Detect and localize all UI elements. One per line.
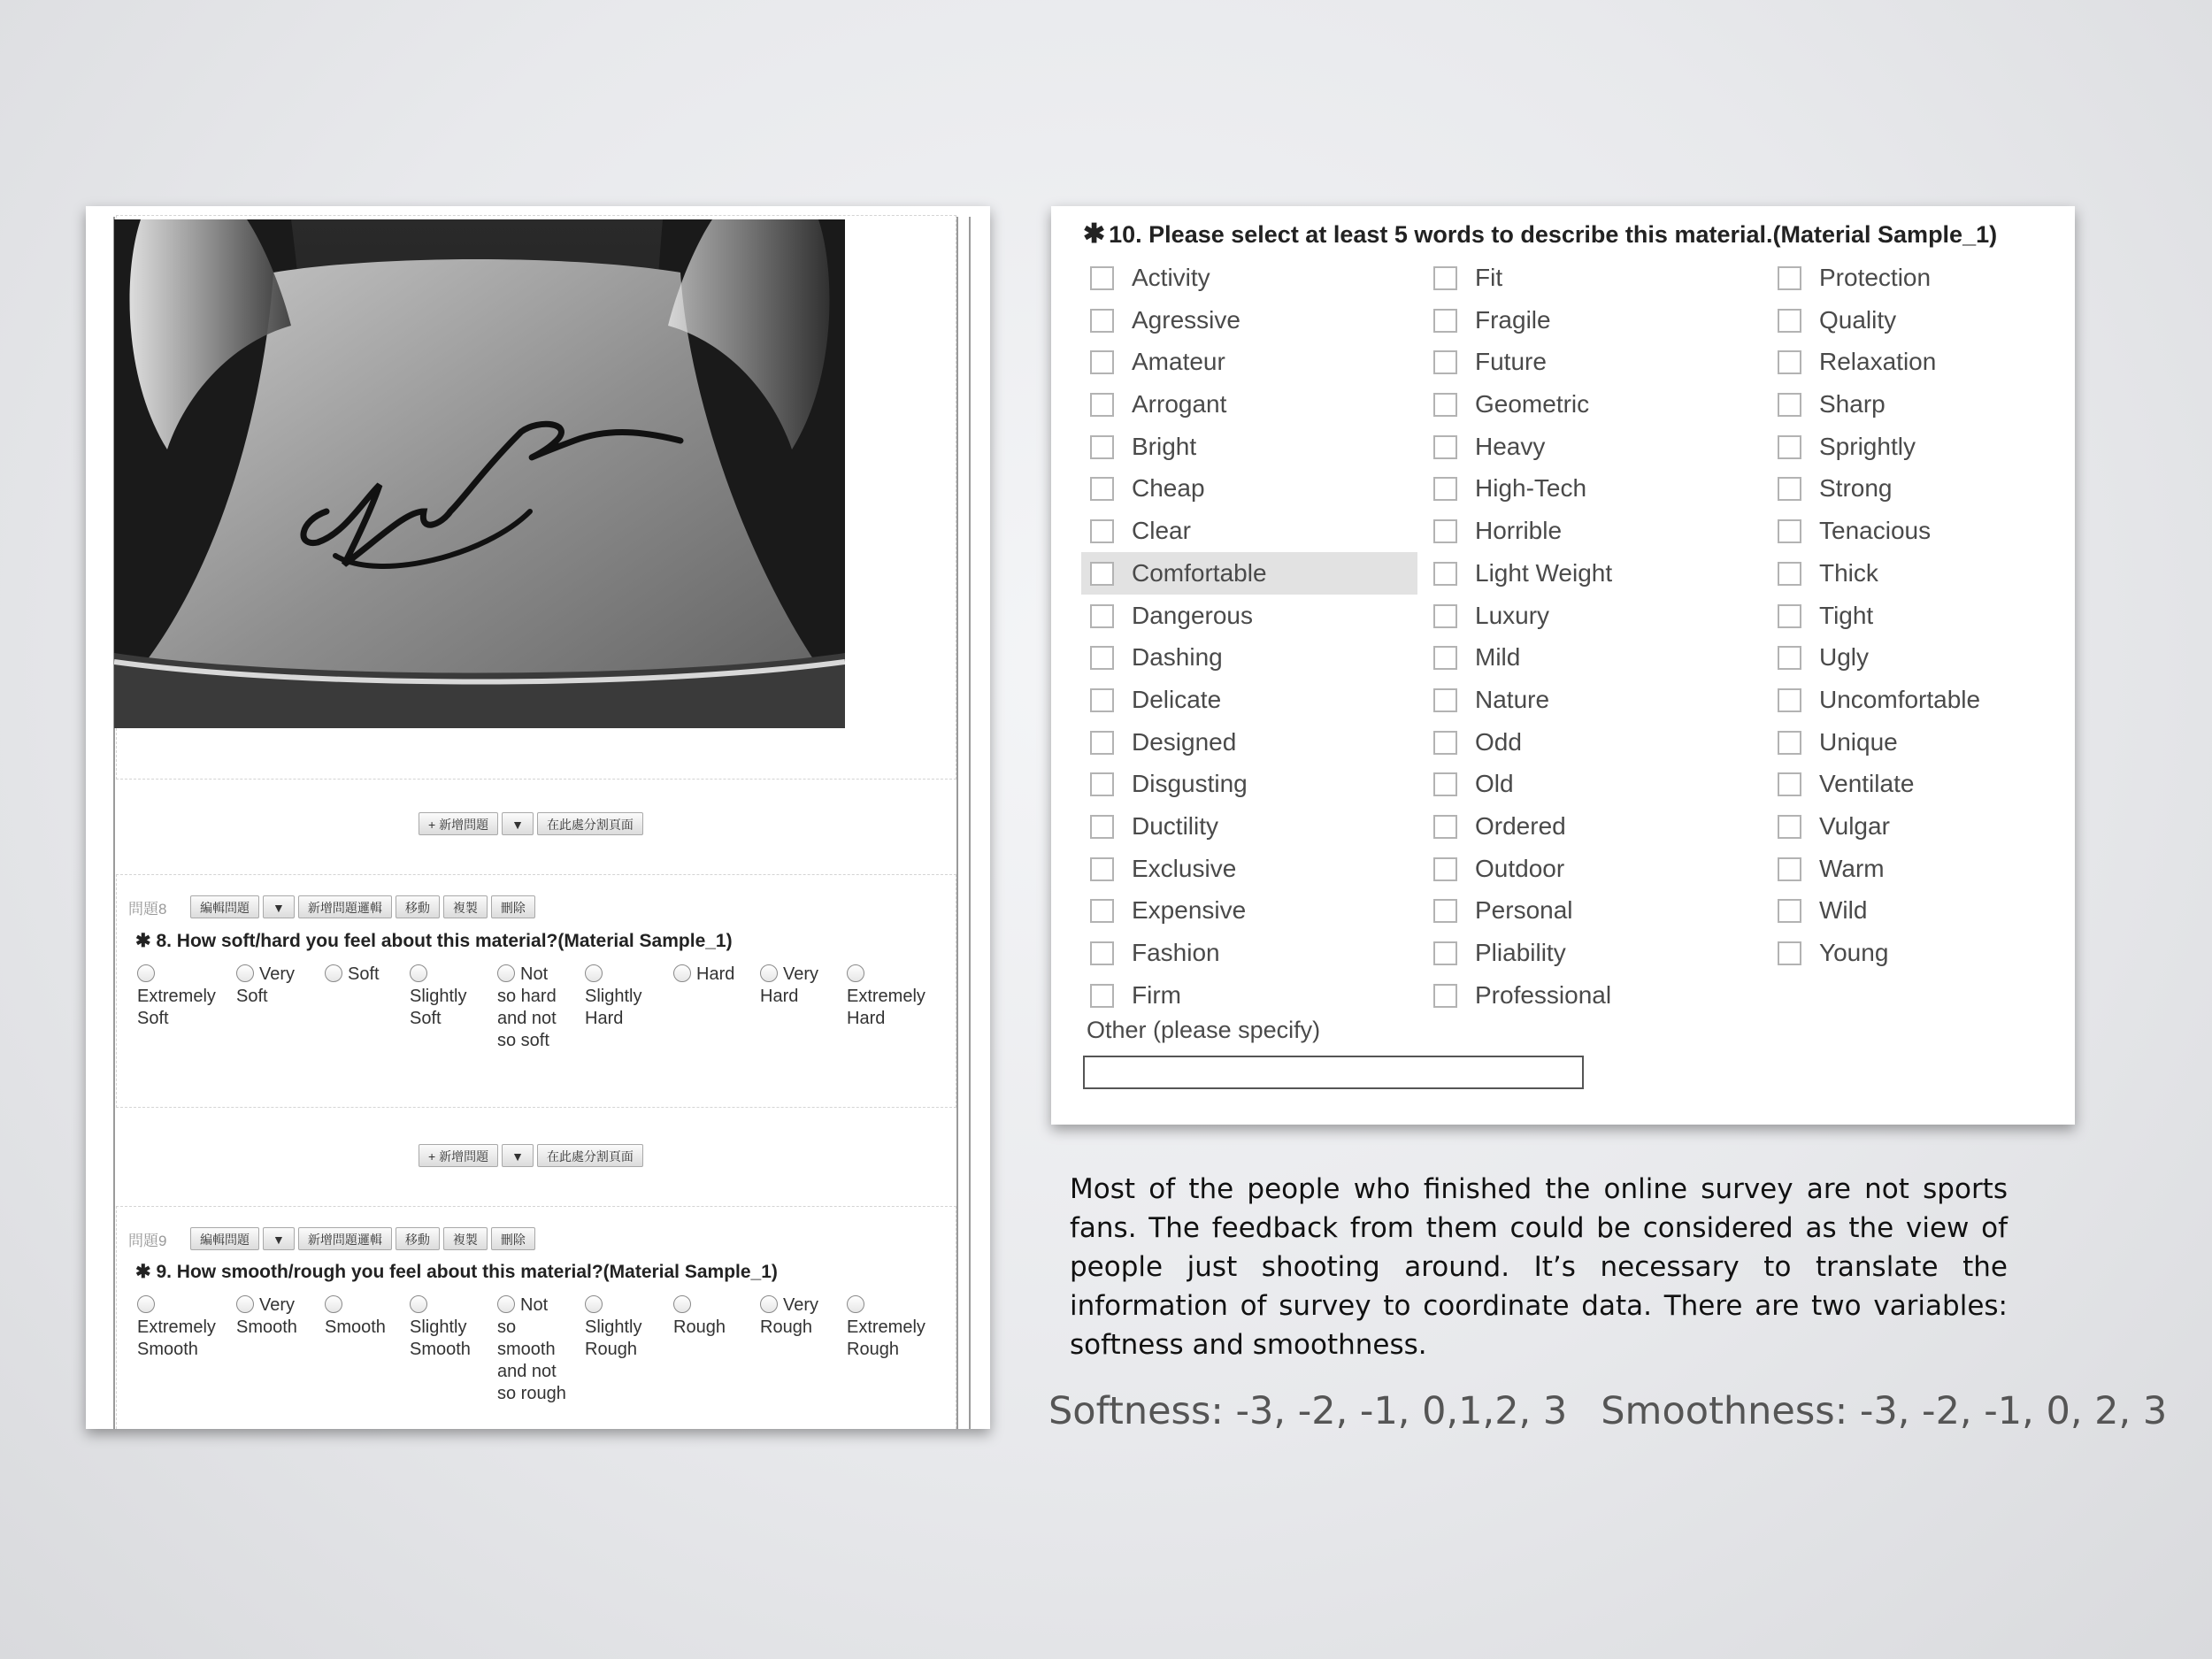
- q8-option-label: Extremely Hard: [847, 987, 926, 1028]
- copy-button[interactable]: 複製: [443, 895, 488, 918]
- checkbox-box[interactable]: [1778, 519, 1801, 543]
- right-border-line: [956, 217, 958, 1429]
- checkbox-professional[interactable]: [1433, 974, 1612, 1017]
- question-8-title-text: 8. How soft/hard you feel about this material?(Material Sample_1): [156, 931, 733, 951]
- checkbox-column-2: [1433, 257, 1612, 1016]
- checkbox-old[interactable]: [1433, 763, 1612, 805]
- checkbox-box[interactable]: [1090, 646, 1114, 670]
- checkbox-tenacious[interactable]: [1778, 510, 1980, 552]
- q8-option-2[interactable]: [236, 964, 295, 1008]
- checkbox-wild[interactable]: [1778, 889, 1980, 932]
- other-specify-input[interactable]: [1083, 1056, 1584, 1089]
- smoothness-scale: Smoothness: -3, -2, -1, 0, 2, 3: [1601, 1389, 2168, 1433]
- q9-option-5[interactable]: [497, 1294, 566, 1405]
- question-10-title: [1083, 219, 1997, 250]
- checkbox-box[interactable]: [1090, 941, 1114, 965]
- checkbox-label: Ductility: [1132, 811, 1219, 840]
- checkbox-box[interactable]: [1090, 266, 1114, 290]
- checkbox-heavy[interactable]: [1433, 426, 1612, 468]
- checkbox-box[interactable]: [1433, 309, 1457, 333]
- required-asterisk: ✱: [135, 1262, 151, 1282]
- checkbox-label: Sharp: [1819, 390, 1886, 419]
- q8-option-label: Slightly Hard: [585, 987, 642, 1028]
- checkbox-agressive[interactable]: [1090, 299, 1417, 342]
- checkbox-box[interactable]: [1778, 857, 1801, 881]
- radio-circle[interactable]: [236, 964, 254, 982]
- checkbox-uncomfortable[interactable]: [1778, 679, 1980, 721]
- add-logic-button[interactable]: 新增問題邏輯: [298, 1227, 392, 1250]
- checkbox-box[interactable]: [1778, 604, 1801, 628]
- survey-editor-panel: [86, 206, 990, 1429]
- required-asterisk: ✱: [1083, 219, 1106, 249]
- q8-option-label: Slightly Soft: [410, 987, 467, 1028]
- radio-circle[interactable]: [673, 1295, 691, 1313]
- checkbox-label: Relaxation: [1819, 348, 1937, 376]
- checkbox-box[interactable]: [1778, 266, 1801, 290]
- checkbox-label: Old: [1475, 770, 1514, 798]
- checkbox-box[interactable]: [1090, 393, 1114, 417]
- checkbox-exclusive[interactable]: [1090, 848, 1417, 890]
- checkbox-box[interactable]: [1090, 350, 1114, 374]
- checkbox-box[interactable]: [1778, 899, 1801, 923]
- checkbox-column-1: [1090, 257, 1417, 1016]
- checkbox-ordered[interactable]: [1433, 805, 1612, 848]
- checkbox-label: Agressive: [1132, 305, 1240, 334]
- question-8-title: [135, 930, 733, 952]
- checkbox-box[interactable]: [1778, 350, 1801, 374]
- checkbox-mild[interactable]: [1433, 636, 1612, 679]
- radio-circle[interactable]: [585, 964, 603, 982]
- checkbox-thick[interactable]: [1778, 552, 1980, 595]
- checkbox-activity[interactable]: [1090, 257, 1417, 299]
- edit-question-button[interactable]: 編輯問題: [190, 1227, 259, 1250]
- checkbox-box[interactable]: [1778, 309, 1801, 333]
- checkbox-label: Wild: [1819, 896, 1868, 925]
- q9-option-label: Rough: [673, 1317, 726, 1337]
- checkbox-box[interactable]: [1778, 435, 1801, 459]
- move-button[interactable]: 移動: [396, 895, 440, 918]
- checkbox-label: Luxury: [1475, 601, 1550, 629]
- checkbox-unique[interactable]: [1778, 721, 1980, 764]
- q8-option-9[interactable]: [847, 964, 926, 1030]
- variable-scales: [1048, 1389, 2167, 1433]
- question-9-title-text: 9. How smooth/rough you feel about this material?(Material Sample_1): [156, 1262, 778, 1282]
- checkbox-expensive[interactable]: [1090, 889, 1417, 932]
- radio-circle[interactable]: [236, 1295, 254, 1313]
- checkbox-label: Bright: [1132, 432, 1197, 460]
- q8-option-5[interactable]: [497, 964, 557, 1052]
- radio-circle[interactable]: [325, 1295, 342, 1313]
- checkbox-disgusting[interactable]: [1090, 763, 1417, 805]
- checkbox-label: Nature: [1475, 685, 1550, 713]
- checkbox-label: Thick: [1819, 558, 1878, 587]
- q8-option-label: Soft: [348, 964, 380, 984]
- checkbox-label: Designed: [1132, 727, 1237, 756]
- checkbox-label: Fashion: [1132, 939, 1220, 966]
- q8-option-label: Not so hard and not so soft: [497, 964, 557, 1050]
- checkbox-amateur[interactable]: [1090, 341, 1417, 383]
- question-9-number: 問題9: [128, 1233, 167, 1249]
- softness-scale: Softness: -3, -2, -1, 0,1,2, 3: [1048, 1389, 1568, 1433]
- radio-circle[interactable]: [760, 1295, 778, 1313]
- checkbox-box[interactable]: [1778, 815, 1801, 839]
- checkbox-label: Vulgar: [1819, 811, 1890, 840]
- checkbox-label: Amateur: [1132, 348, 1225, 376]
- add-question-dropdown[interactable]: ▼: [502, 812, 534, 835]
- checkbox-label: Pliability: [1475, 939, 1566, 966]
- checkbox-label: Outdoor: [1475, 854, 1565, 882]
- q8-option-7[interactable]: [673, 964, 734, 986]
- question-9-toolbar: [190, 1227, 535, 1250]
- checkbox-box[interactable]: [1090, 772, 1114, 796]
- checkbox-label: Disgusting: [1132, 770, 1248, 798]
- checkbox-label: Strong: [1819, 474, 1893, 503]
- checkbox-label: Ventilate: [1819, 770, 1915, 798]
- checkbox-label: High-Tech: [1475, 474, 1587, 503]
- checkbox-box[interactable]: [1090, 519, 1114, 543]
- checkbox-label: Activity: [1132, 264, 1210, 291]
- checkbox-box[interactable]: [1778, 731, 1801, 755]
- q8-option-label: Hard: [696, 964, 735, 984]
- checkbox-label: Quality: [1819, 305, 1897, 334]
- q9-option-3[interactable]: [325, 1294, 386, 1339]
- checkbox-label: Clear: [1132, 517, 1191, 545]
- checkbox-light-weight[interactable]: [1433, 552, 1612, 595]
- checkbox-label: Uncomfortable: [1819, 685, 1981, 713]
- checkbox-high-tech[interactable]: [1433, 467, 1612, 510]
- checkbox-box[interactable]: [1090, 815, 1114, 839]
- checkbox-box[interactable]: [1433, 815, 1457, 839]
- checkbox-bright[interactable]: [1090, 426, 1417, 468]
- checkbox-arrogant[interactable]: [1090, 383, 1417, 426]
- checkbox-label: Cheap: [1132, 474, 1205, 503]
- q8-option-6[interactable]: [585, 964, 641, 1030]
- checkbox-pliability[interactable]: [1433, 932, 1612, 974]
- q9-option-label: Slightly Smooth: [410, 1317, 471, 1359]
- checkbox-box[interactable]: [1090, 688, 1114, 712]
- page-break-button[interactable]: 在此處分割頁面: [537, 812, 643, 835]
- checkbox-fragile[interactable]: [1433, 299, 1612, 342]
- checkbox-box[interactable]: [1433, 899, 1457, 923]
- checkbox-designed[interactable]: [1090, 721, 1417, 764]
- add-question-button[interactable]: + 新增問題: [419, 812, 498, 835]
- add-logic-button[interactable]: 新增問題邏輯: [298, 895, 392, 918]
- copy-button[interactable]: 複製: [443, 1227, 488, 1250]
- checkbox-label: Ordered: [1475, 811, 1566, 840]
- checkbox-clear[interactable]: [1090, 510, 1417, 552]
- checkbox-box[interactable]: [1090, 562, 1114, 586]
- checkbox-geometric[interactable]: [1433, 383, 1612, 426]
- radio-circle[interactable]: [410, 1295, 427, 1313]
- checkbox-sharp[interactable]: [1778, 383, 1980, 426]
- add-question-toolbar: [419, 812, 643, 835]
- checkbox-ugly[interactable]: [1778, 636, 1980, 679]
- question-10-title-text: 10. Please select at least 5 words to describe this material.(Material Sample_1): [1109, 221, 1998, 248]
- checkbox-future[interactable]: [1433, 341, 1612, 383]
- checkbox-quality[interactable]: [1778, 299, 1980, 342]
- q8-option-1[interactable]: [137, 964, 216, 1030]
- checkbox-label: Future: [1475, 348, 1547, 376]
- move-button[interactable]: 移動: [396, 1227, 440, 1250]
- checkbox-box[interactable]: [1778, 646, 1801, 670]
- q9-option-6[interactable]: [585, 1294, 641, 1361]
- radio-circle[interactable]: [497, 1295, 515, 1313]
- checkbox-box[interactable]: [1433, 646, 1457, 670]
- checkbox-ductility[interactable]: [1090, 805, 1417, 848]
- add-question-toolbar-2: [419, 1144, 643, 1167]
- checkbox-column-3: [1778, 257, 1980, 974]
- checkbox-box[interactable]: [1433, 772, 1457, 796]
- checkbox-box[interactable]: [1433, 435, 1457, 459]
- checkbox-label: Firm: [1132, 980, 1181, 1009]
- radio-circle[interactable]: [137, 964, 155, 982]
- other-label: Other (please specify): [1087, 1017, 1321, 1043]
- checkbox-firm[interactable]: [1090, 974, 1417, 1017]
- checkbox-label: Arrogant: [1132, 390, 1227, 419]
- checkbox-box[interactable]: [1778, 688, 1801, 712]
- q9-option-8[interactable]: [760, 1294, 818, 1339]
- survey-question-10-panel: [1051, 206, 2075, 1125]
- checkbox-box[interactable]: [1433, 857, 1457, 881]
- checkbox-label: Geometric: [1475, 390, 1590, 419]
- checkbox-label: Dashing: [1132, 643, 1223, 672]
- checkbox-label: Young: [1819, 939, 1889, 966]
- checkbox-label: Odd: [1475, 727, 1522, 756]
- required-asterisk: ✱: [135, 931, 151, 951]
- checkbox-box[interactable]: [1778, 941, 1801, 965]
- right-border-line-outer: [969, 217, 971, 1429]
- q9-option-2[interactable]: [236, 1294, 297, 1339]
- radio-circle[interactable]: [585, 1295, 603, 1313]
- q8-option-3[interactable]: [325, 964, 380, 986]
- question-8-toolbar: [190, 895, 535, 918]
- checkbox-label: Mild: [1475, 643, 1521, 672]
- checkbox-horrible[interactable]: [1433, 510, 1612, 552]
- checkbox-box[interactable]: [1090, 899, 1114, 923]
- checkbox-label: Horrible: [1475, 517, 1563, 545]
- checkbox-box[interactable]: [1090, 857, 1114, 881]
- checkbox-protection[interactable]: [1778, 257, 1980, 299]
- checkbox-label: Warm: [1819, 854, 1885, 882]
- q9-option-label: Very Rough: [760, 1295, 819, 1337]
- checkbox-tight[interactable]: [1778, 595, 1980, 637]
- q9-option-label: Extremely Smooth: [137, 1317, 216, 1359]
- radio-circle[interactable]: [847, 1295, 864, 1313]
- checkbox-box[interactable]: [1433, 984, 1457, 1008]
- q9-option-label: Smooth: [325, 1317, 386, 1337]
- question-8-options: [86, 964, 971, 1123]
- q9-option-label: Very Smooth: [236, 1295, 297, 1337]
- checkbox-box[interactable]: [1090, 435, 1114, 459]
- radio-circle[interactable]: [847, 964, 864, 982]
- checkbox-box[interactable]: [1433, 562, 1457, 586]
- q8-option-label: Very Soft: [236, 964, 296, 1006]
- checkbox-label: Delicate: [1132, 685, 1222, 713]
- checkbox-box[interactable]: [1433, 350, 1457, 374]
- radio-circle[interactable]: [760, 964, 778, 982]
- edit-question-button[interactable]: 編輯問題: [190, 895, 259, 918]
- shoe-signature-image: [114, 219, 845, 728]
- checkbox-box[interactable]: [1778, 393, 1801, 417]
- checkbox-ventilate[interactable]: [1778, 763, 1980, 805]
- checkbox-label: Professional: [1475, 980, 1612, 1009]
- edit-question-dropdown[interactable]: ▼: [263, 1227, 295, 1250]
- checkbox-label: Unique: [1819, 727, 1898, 756]
- survey-description: Most of the people who finished the online survey are not sports fans. The feedback from them could be considered as the view of people just shooting around. It’s necessary to translate the information of survey to coordinate data. There are two variables: softness and smoothness.: [1070, 1173, 2008, 1361]
- checkbox-box[interactable]: [1433, 941, 1457, 965]
- checkbox-odd[interactable]: [1433, 721, 1612, 764]
- checkbox-label: Sprightly: [1819, 432, 1916, 460]
- radio-circle[interactable]: [325, 964, 342, 982]
- q8-option-label: Very Hard: [760, 964, 819, 1006]
- question-9-title: [135, 1261, 778, 1283]
- checkbox-sprightly[interactable]: [1778, 426, 1980, 468]
- checkbox-box[interactable]: [1090, 477, 1114, 501]
- edit-question-dropdown[interactable]: ▼: [263, 895, 295, 918]
- checkbox-dangerous[interactable]: [1090, 595, 1417, 637]
- checkbox-vulgar[interactable]: [1778, 805, 1980, 848]
- delete-button[interactable]: 刪除: [491, 1227, 535, 1250]
- question-8-number: 問題8: [128, 901, 167, 918]
- radio-circle[interactable]: [410, 964, 427, 982]
- checkbox-box[interactable]: [1778, 562, 1801, 586]
- checkbox-label: Exclusive: [1132, 854, 1237, 882]
- checkbox-label: Heavy: [1475, 432, 1546, 460]
- checkbox-label: Tenacious: [1819, 517, 1932, 545]
- checkbox-box[interactable]: [1433, 731, 1457, 755]
- add-question-dropdown[interactable]: ▼: [502, 1144, 534, 1167]
- checkbox-box[interactable]: [1433, 604, 1457, 628]
- checkbox-label: Protection: [1819, 264, 1932, 291]
- checkbox-label: Fit: [1475, 264, 1503, 291]
- checkbox-strong[interactable]: [1778, 467, 1980, 510]
- q9-option-4[interactable]: [410, 1294, 471, 1361]
- radio-circle[interactable]: [497, 964, 515, 982]
- page-break-button[interactable]: 在此處分割頁面: [537, 1144, 643, 1167]
- checkbox-dashing[interactable]: [1090, 636, 1417, 679]
- checkbox-box[interactable]: [1090, 309, 1114, 333]
- checkbox-personal[interactable]: [1433, 889, 1612, 932]
- checkbox-outdoor[interactable]: [1433, 848, 1612, 890]
- checkbox-label: Ugly: [1819, 643, 1870, 672]
- checkbox-label: Fragile: [1475, 305, 1551, 334]
- material-sample-photo: [114, 219, 845, 728]
- q8-option-8[interactable]: [760, 964, 818, 1008]
- checkbox-cheap[interactable]: [1090, 467, 1417, 510]
- checkbox-comfortable[interactable]: [1081, 552, 1417, 595]
- checkbox-box[interactable]: [1433, 266, 1457, 290]
- q9-option-9[interactable]: [847, 1294, 926, 1361]
- radio-circle[interactable]: [673, 964, 691, 982]
- q8-option-4[interactable]: [410, 964, 466, 1030]
- checkbox-box[interactable]: [1090, 984, 1114, 1008]
- question-9-options: [86, 1294, 971, 1429]
- radio-circle[interactable]: [137, 1295, 155, 1313]
- delete-button[interactable]: 刪除: [491, 895, 535, 918]
- checkbox-fashion[interactable]: [1090, 932, 1417, 974]
- checkbox-warm[interactable]: [1778, 848, 1980, 890]
- q8-option-label: Extremely Soft: [137, 987, 216, 1028]
- checkbox-box[interactable]: [1090, 604, 1114, 628]
- checkbox-box[interactable]: [1433, 519, 1457, 543]
- checkbox-box[interactable]: [1778, 477, 1801, 501]
- checkbox-box[interactable]: [1433, 393, 1457, 417]
- checkbox-fit[interactable]: [1433, 257, 1612, 299]
- q9-option-label: Not so smooth and not so rough: [497, 1295, 566, 1403]
- q9-option-label: Slightly Rough: [585, 1317, 642, 1359]
- q9-option-1[interactable]: [137, 1294, 216, 1361]
- checkbox-box[interactable]: [1778, 772, 1801, 796]
- checkbox-label: Comfortable: [1132, 558, 1267, 587]
- checkbox-delicate[interactable]: [1090, 679, 1417, 721]
- checkbox-box[interactable]: [1090, 731, 1114, 755]
- checkbox-label: Personal: [1475, 896, 1573, 925]
- checkbox-box[interactable]: [1433, 688, 1457, 712]
- checkbox-nature[interactable]: [1433, 679, 1612, 721]
- checkbox-label: Dangerous: [1132, 601, 1253, 629]
- checkbox-luxury[interactable]: [1433, 595, 1612, 637]
- add-question-button[interactable]: + 新增問題: [419, 1144, 498, 1167]
- checkbox-label: Light Weight: [1475, 558, 1613, 587]
- checkbox-label: Tight: [1819, 601, 1874, 629]
- checkbox-box[interactable]: [1433, 477, 1457, 501]
- checkbox-relaxation[interactable]: [1778, 341, 1980, 383]
- checkbox-young[interactable]: [1778, 932, 1980, 974]
- q9-option-label: Extremely Rough: [847, 1317, 926, 1359]
- checkbox-label: Expensive: [1132, 896, 1247, 925]
- q9-option-7[interactable]: [673, 1294, 726, 1339]
